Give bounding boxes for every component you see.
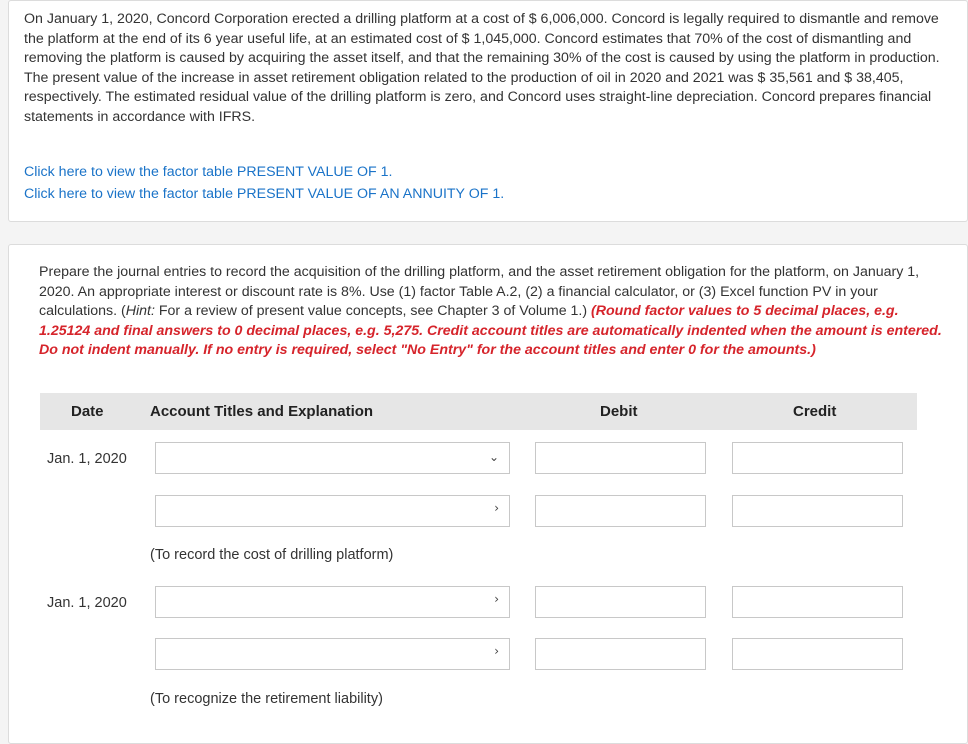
entry-explanation: (To recognize the retirement liability) [150,691,383,707]
hint-label: Hint: [125,303,155,320]
account-title-select[interactable] [155,586,510,618]
debit-input[interactable] [535,495,706,527]
entry-explanation: (To record the cost of drilling platform) [150,547,394,563]
instructions-part2: For a review of present value concepts, see Chapter 3 of Volume 1.) [154,303,592,320]
chevron-right-icon: › [494,644,499,658]
problem-text: On January 1, 2020, Concord Corporation erected a drilling platform at a cost of $ 6,006,000. Concord is legally required to dismantle and remove the platform at the end of its 6 year useful life, at an estimated cost of $ 1,045,000. Concord estimates that 70% of the cost of dismantling and removing the platform is caused by acquiring the asset itself, and that the remaining 30% of the cost is caused by using the platform in production. The present value of the increase in asset retirement obligation related to the production of oil in 2020 and 2021 was $ 35,561 and $ 38,405, respectively. The estimated residual value of the drilling platform is zero, and Concord uses straight-line depreciation. Concord prepares financial statements in accordance with IFRS. [24,11,940,125]
credit-input[interactable] [732,442,903,474]
debit-input[interactable] [535,586,706,618]
account-title-select[interactable] [155,442,510,474]
account-title-select[interactable] [155,495,510,527]
credit-input[interactable] [732,495,903,527]
chevron-right-icon: › [494,592,499,606]
rounding-instructions: (Round factor values to 5 decimal places, e.g. 1.25124 and final answers to 0 decimal places, e.g. 5,275. Credit account titles are automatically indented when the amount is entered. Do not indent manually. If no entry is required, select "No Entry" for the account titles and enter 0 for the amounts.) [39,303,942,359]
journal-table-header [40,393,917,430]
account-column-header: Account Titles and Explanation [150,403,374,420]
problem-card [8,0,968,222]
present-value-of-1-link[interactable]: Click here to view the factor table PRESENT VALUE OF 1. [24,164,393,180]
instructions-part1: Prepare the journal entries to record the acquisition of the drilling platform, and the asset retirement obligation for the platform, on January 1, 2020. An appropriate interest or discount rate is 8%. Use (1) factor Table A.2, (2) a financial calculator, or (3) Excel function PV in your calculations. ( [39,264,920,320]
credit-input[interactable] [732,638,903,670]
account-title-select[interactable] [155,638,510,670]
entry-date: Jan. 1, 2020 [47,595,127,611]
debit-input[interactable] [535,442,706,474]
credit-input[interactable] [732,586,903,618]
instructions-text [39,263,944,361]
credit-column-header: Credit [793,403,837,420]
chevron-down-icon: ⌄ [488,450,499,464]
question-card [8,244,968,744]
entry-date: Jan. 1, 2020 [47,451,127,467]
date-column-header: Date [71,403,104,420]
debit-input[interactable] [535,638,706,670]
debit-column-header: Debit [600,403,638,420]
present-value-of-annuity-link[interactable]: Click here to view the factor table PRESENT VALUE OF AN ANNUITY OF 1. [24,186,505,202]
chevron-right-icon: › [494,501,499,515]
